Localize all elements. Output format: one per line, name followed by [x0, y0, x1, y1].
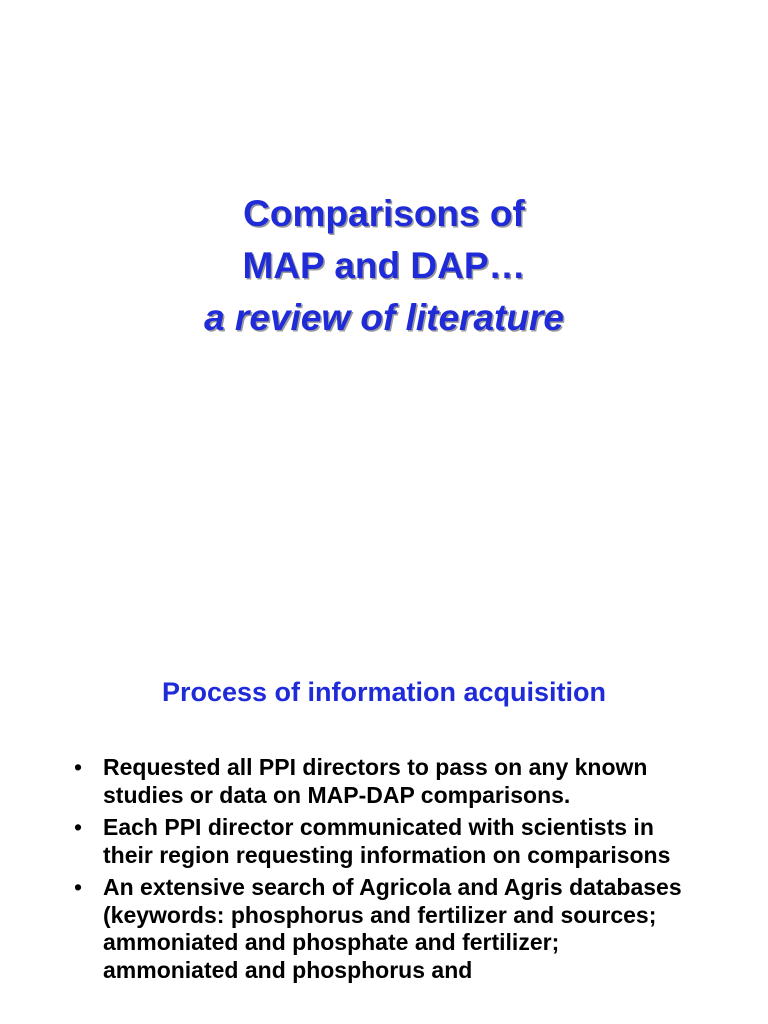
bullet-icon: • [74, 814, 83, 840]
bullet-text: Each PPI director communicated with scientists in their region requesting information on comparisons [103, 814, 671, 868]
slide-title [0, 188, 768, 344]
bullet-icon: • [74, 754, 83, 780]
bullet-item [74, 754, 694, 809]
bullet-icon: • [74, 874, 83, 900]
content-slide [0, 576, 768, 1024]
bullet-item [74, 814, 694, 869]
bullet-list [74, 754, 694, 989]
title-subtitle: a review of literature [204, 297, 564, 338]
slide-heading: Process of information acquisition [161, 677, 607, 707]
bullet-text: An extensive search of Agricola and Agris databases (keywords: phosphorus and fertilizer and sources; ammoniated and phosphate and fertilizer; ammoniated and phosphorus and [103, 874, 682, 983]
bullet-item [74, 874, 694, 984]
title-line-1: Comparisons of [243, 193, 525, 234]
title-line-2: MAP and DAP… [242, 245, 526, 286]
bullet-text: Requested all PPI directors to pass on any known studies or data on MAP-DAP comparisons. [103, 754, 648, 808]
